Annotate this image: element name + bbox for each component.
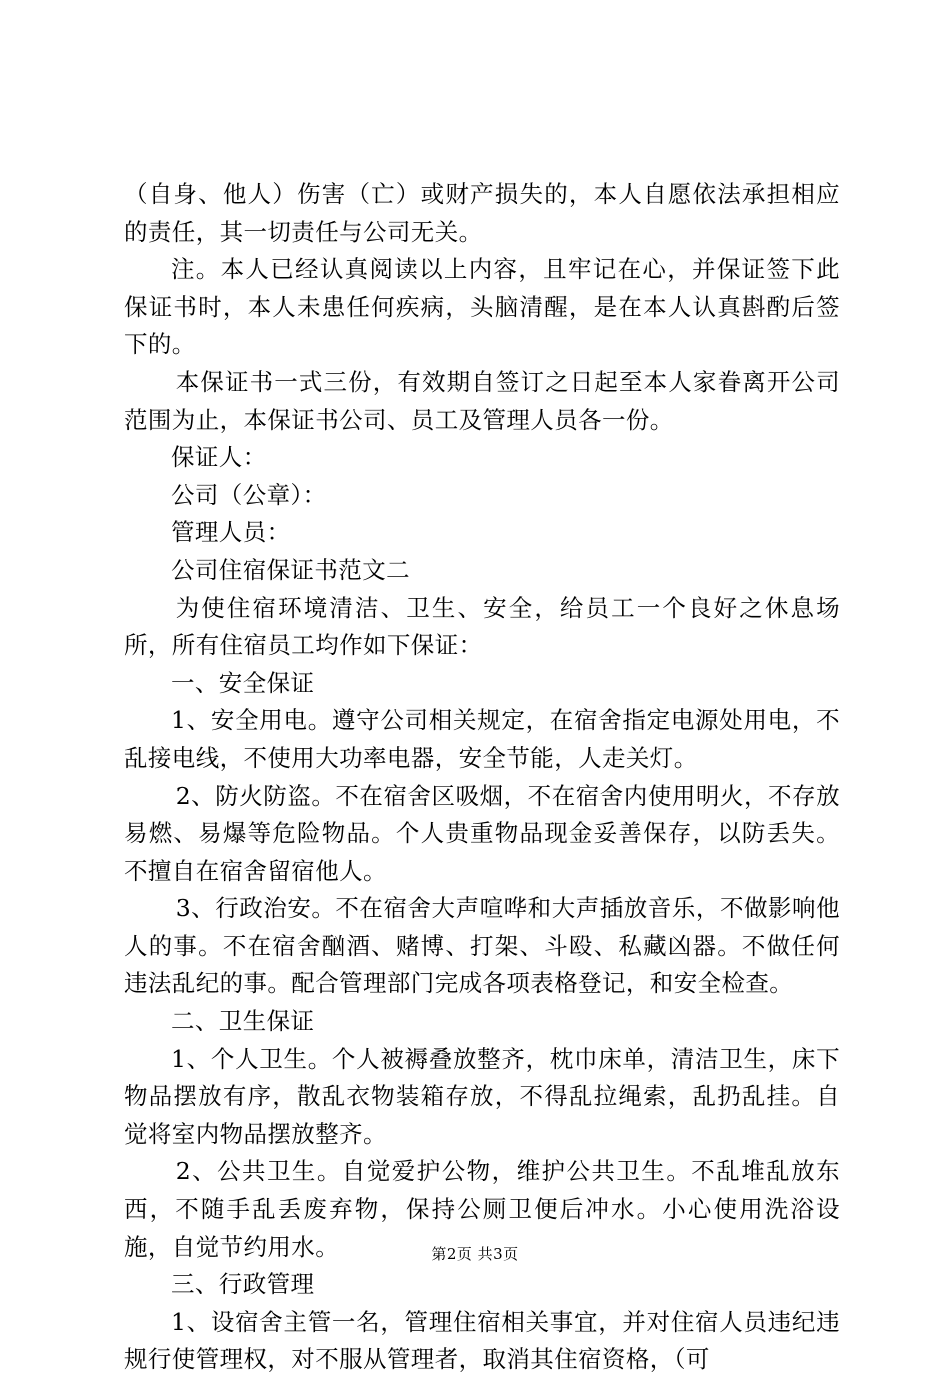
item-personal-hygiene: 1、个人卫生。个人被褥叠放整齐，枕巾床单，清洁卫生，床下物品摆放有序，散乱衣物装箱存放，不得乱拉绳索，乱扔乱挂。自觉将室内物品摆放整齐。 <box>124 1044 840 1148</box>
signature-management: 管理人员： <box>171 518 291 547</box>
paragraph-note: 注。本人已经认真阅读以上内容，且牢记在心，并保证签下此保证书时，本人未患任何疾病，头脑清醒，是在本人认真斟酌后签下的。 <box>124 255 840 359</box>
section-title-sample-two: 公司住宿保证书范文二 <box>171 555 410 584</box>
signature-guarantor: 保证人： <box>171 443 267 472</box>
heading-hygiene: 二、卫生保证 <box>171 1007 315 1036</box>
page-number-footer: 第2页 共3页 <box>431 1245 519 1263</box>
item-public-hygiene: 2、公共卫生。自觉爱护公物，维护公共卫生。不乱堆乱放东西，不随手乱丢废弃物，保持公厕卫便后冲水。小心使用洗浴设施，自觉节约用水。 <box>124 1157 840 1261</box>
item-public-order: 3、行政治安。不在宿舍大声喧哗和大声插放音乐，不做影响他人的事。不在宿舍酗酒、赌博、打架、斗殴、私藏凶器。不做任何违法乱纪的事。配合管理部门完成各项表格登记，和安全检查。 <box>124 894 840 998</box>
paragraph-copies-validity: 本保证书一式三份，有效期自签订之日起至本人家眷离开公司范围为止，本保证书公司、员工及管理人员各一份。 <box>124 367 840 434</box>
paragraph-intro: 为使住宿环境清洁、卫生、安全，给员工一个良好之休息场所，所有住宿员工均作如下保证： <box>124 593 840 660</box>
heading-safety: 一、安全保证 <box>171 668 315 697</box>
signature-company-seal: 公司（公章）： <box>171 480 327 509</box>
item-fire-theft-prevention: 2、防火防盗。不在宿舍区吸烟，不在宿舍内使用明火，不存放易燃、易爆等危险物品。个人贵重物品现金妥善保存，以防丢失。不擅自在宿舍留宿他人。 <box>124 781 840 885</box>
heading-administration: 三、行政管理 <box>171 1270 315 1299</box>
item-dorm-supervisor: 1、设宿舍主管一名，管理住宿相关事宜，并对住宿人员违纪违规行使管理权，对不服从管理者，取消其住宿资格，（可 <box>124 1307 840 1374</box>
paragraph-injury-liability: （自身、他人）伤害（亡）或财产损失的，本人自愿依法承担相应的责任，其一切责任与公司无关。 <box>124 180 840 246</box>
document-body <box>124 176 840 1379</box>
item-electricity-safety: 1、安全用电。遵守公司相关规定，在宿舍指定电源处用电，不乱接电线，不使用大功率电器，安全节能，人走关灯。 <box>124 706 840 772</box>
